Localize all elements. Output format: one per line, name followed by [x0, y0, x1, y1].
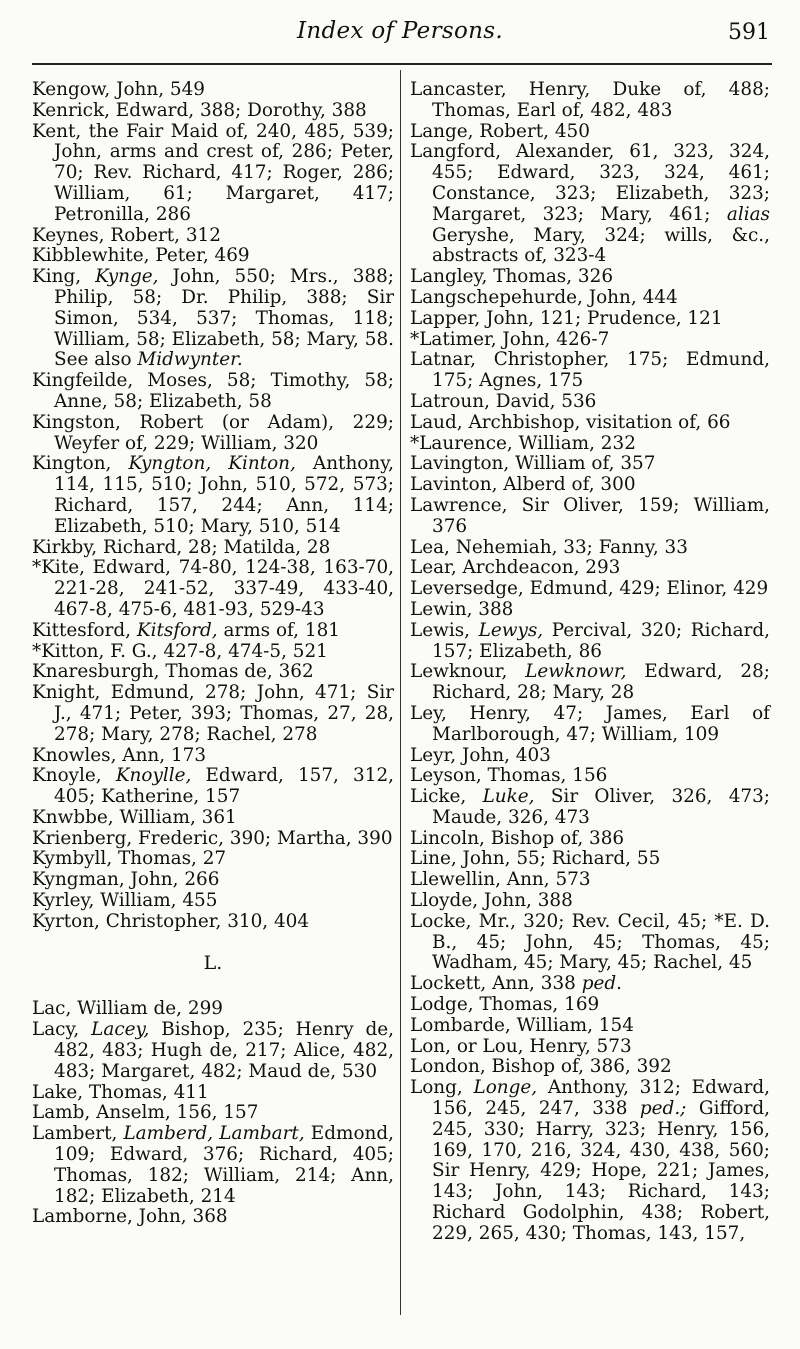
- running-title: Index of Persons.: [297, 18, 503, 44]
- entry-text: Edward, 28; Richard, 28; Mary, 28: [432, 661, 770, 704]
- entry-variant: Lamberd,: [123, 1123, 214, 1145]
- entry-text: Lockett, Ann, 338: [410, 973, 582, 995]
- entry-variant: Lambart,: [219, 1123, 305, 1145]
- index-entry: London, Bishop of, 386, 392: [410, 1056, 672, 1078]
- entry-text: Langford, Alexander, 61, 323, 324, 455; Edward, 323, 324, 461; Constance, 323; Elizabeth, 323; Margaret, 323; Mary, 461;: [410, 141, 770, 225]
- index-entry: Lawrence, Sir Oliver, 159; William, 376: [410, 494, 770, 537]
- index-entry: *Kite, Edward, 74-80, 124-38, 163-70, 221-28, 241-52, 337-49, 433-40, 467-8, 475-6, 481-93, 529-43: [32, 557, 394, 620]
- index-entry: Lloyde, John, 388: [410, 890, 573, 912]
- entry-text: Sir Oliver, 326, 473; Maude, 326, 473: [432, 786, 770, 828]
- index-entry: Leyson, Thomas, 156: [410, 765, 608, 787]
- index-entry: Lamborne, John, 368: [32, 1206, 228, 1228]
- index-entry: Lodge, Thomas, 169: [410, 994, 600, 1016]
- index-entry-kington: [32, 454, 394, 537]
- entry-variant: Luke,: [482, 786, 535, 808]
- index-entry: Langley, Thomas, 326: [410, 266, 614, 288]
- index-entry-long: [410, 1078, 770, 1244]
- index-entry: *Kitton, F. G., 427-8, 474-5, 521: [32, 640, 328, 662]
- entry-name: Knoyle,: [32, 765, 102, 787]
- index-entry: Kibblewhite, Peter, 469: [32, 245, 250, 267]
- index-entry: Lear, Archdeacon, 293: [410, 557, 621, 579]
- entry-variant: Lewknowr,: [525, 661, 627, 683]
- index-entry-langford: [410, 142, 770, 267]
- index-entry: Keynes, Robert, 312: [32, 224, 221, 246]
- entry-text: Edmond, 109; Edward, 376; Richard, 405; Thomas, 182; William, 214; Ann, 182; Elizabeth, 214: [54, 1123, 394, 1207]
- index-entry-licke: [410, 787, 770, 829]
- entry-text: arms of, 181: [217, 619, 340, 641]
- index-entry: Knwbbe, William, 361: [32, 806, 237, 828]
- index-entry: Lewin, 388: [410, 598, 514, 620]
- entry-variant: Kynge,: [95, 266, 159, 288]
- entry-variant: Knoylle,: [115, 765, 192, 787]
- see-also-ref: Midwynter.: [137, 349, 243, 371]
- entry-text: John, 550; Mrs., 388; Philip, 58; Dr. Philip, 388; Sir Simon, 534, 537; Thomas, 118; William, 58; Elizabeth, 58; Mary, 58. See also: [54, 266, 394, 371]
- index-entry-lacy: [32, 1020, 394, 1082]
- header-rule: [32, 63, 772, 65]
- entry-name: Licke,: [410, 786, 467, 808]
- entry-text: Geryshe, Mary, 324; wills, &c., abstracts of, 323-4: [432, 224, 770, 267]
- index-entry: Kent, the Fair Maid of, 240, 485, 539; John, arms and crest of, 286; Peter, 70; Rev. Richard, 417; Roger, 286; William, 61; Margaret, 417; Petronilla, 286: [32, 120, 394, 225]
- index-entry: Lavington, William of, 357: [410, 453, 656, 475]
- entry-name: Lacy,: [32, 1019, 80, 1041]
- entry-variant: Kyngton,: [128, 453, 212, 475]
- index-entry-lockett: [410, 974, 770, 995]
- pedigree-ref: ped.: [581, 973, 622, 995]
- index-entry: Lea, Nehemiah, 33; Fanny, 33: [410, 536, 688, 558]
- index-entry: Knight, Edmund, 278; John, 471; Sir J., 471; Peter, 393; Thomas, 27, 28, 278; Mary, 278; Rachel, 278: [32, 682, 394, 745]
- index-entry: Lon, or Lou, Henry, 573: [410, 1035, 632, 1057]
- index-entry: Langschepehurde, John, 444: [410, 286, 678, 308]
- column-divider: [400, 70, 401, 1315]
- entry-text: Anthony, 114, 115, 510; John, 510, 572, 573; Richard, 157, 244; Ann, 114; Elizabeth, 510; Mary, 510, 514: [54, 453, 394, 537]
- entry-name: Lewknour,: [410, 661, 508, 683]
- index-entry: Kingfeilde, Moses, 58; Timothy, 58; Anne, 58; Elizabeth, 58: [32, 370, 394, 412]
- index-entry: Lincoln, Bishop of, 386: [410, 827, 625, 849]
- index-entry: Lavinton, Alberd of, 300: [410, 474, 636, 496]
- section-letter-heading: L.: [203, 951, 223, 974]
- entry-name: Lewis,: [410, 619, 471, 641]
- index-entry: Kenrick, Edward, 388; Dorothy, 388: [32, 99, 367, 121]
- index-entry: Knaresburgh, Thomas de, 362: [32, 661, 314, 683]
- index-entry-king: [32, 267, 394, 371]
- index-entry: Kyrley, William, 455: [32, 890, 218, 912]
- page-header: [0, 18, 800, 54]
- page-number: 591: [728, 20, 770, 45]
- entry-variant: Lewys,: [478, 619, 544, 641]
- index-entry: Lange, Robert, 450: [410, 120, 590, 142]
- index-entry: Llewellin, Ann, 573: [410, 869, 591, 891]
- entry-text: Anthony, 312; Edward, 156, 245, 247, 338: [432, 1077, 770, 1120]
- index-entry: Kingston, Robert (or Adam), 229; Weyfer of, 229; William, 320: [32, 411, 394, 454]
- index-entry: Laud, Archbishop, visitation of, 66: [410, 411, 731, 433]
- index-entry: Krienberg, Frederic, 390; Martha, 390: [32, 827, 393, 849]
- left-column: [32, 80, 394, 1228]
- entry-text: Edward, 157, 312, 405; Katherine, 157: [54, 765, 394, 808]
- index-entry: Lombarde, William, 154: [410, 1014, 634, 1036]
- index-entry: Knowles, Ann, 173: [32, 744, 207, 766]
- index-entry: Latnar, Christopher, 175; Edmund, 175; Agnes, 175: [410, 349, 770, 392]
- index-entry-knoyle: [32, 766, 394, 808]
- entry-text: Gifford, 245, 330; Harry, 323; Henry, 156, 169, 170, 216, 324, 430, 438, 560; Sir Henry, 429; Hope, 221; James, 143; John, 143; Richard, 143; Richard Godolphin, 438; Robert, 229, 265, 430; Thomas, 143, 157,: [432, 1098, 770, 1244]
- index-entry-lewis: [410, 621, 770, 663]
- index-entry-lewknour: [410, 662, 770, 704]
- index-entry: Lancaster, Henry, Duke of, 488; Thomas, Earl of, 482, 483: [410, 79, 770, 121]
- entry-text: Bishop, 235; Henry de, 482, 483; Hugh de, 217; Alice, 482, 483; Margaret, 482; Maud de, 530: [54, 1019, 394, 1082]
- entry-variant: Lacey,: [91, 1019, 150, 1041]
- entry-name: Kittesford,: [32, 619, 132, 641]
- entry-name: Kington,: [32, 453, 112, 475]
- index-entry: Latroun, David, 536: [410, 390, 597, 412]
- entry-name: King,: [32, 266, 82, 288]
- index-entry: Lapper, John, 121; Prudence, 121: [410, 307, 723, 329]
- index-entry: Lake, Thomas, 411: [32, 1081, 209, 1103]
- index-entry: Kymbyll, Thomas, 27: [32, 848, 227, 870]
- entry-name: Lambert,: [32, 1123, 118, 1145]
- index-entry: Kyngman, John, 266: [32, 869, 220, 891]
- entry-name: Long,: [410, 1077, 463, 1099]
- index-entry: *Latimer, John, 426-7: [410, 328, 610, 350]
- entry-variant: Kitsford,: [136, 619, 218, 641]
- index-entry: Leversedge, Edmund, 429; Elinor, 429: [410, 578, 769, 600]
- alias-word: alias: [726, 203, 770, 225]
- index-entry-kittesford: [32, 621, 394, 642]
- index-entry: Kyrton, Christopher, 310, 404: [32, 910, 310, 932]
- index-entry: Kengow, John, 549: [32, 79, 205, 100]
- entry-variant: Kinton,: [228, 453, 296, 475]
- entry-variant: Longe,: [473, 1077, 538, 1099]
- index-entry: *Laurence, William, 232: [410, 432, 636, 454]
- index-entry: Leyr, John, 403: [410, 744, 551, 766]
- entry-text: Percival, 320; Richard, 157; Elizabeth, 86: [432, 619, 770, 662]
- index-entry: Lamb, Anselm, 156, 157: [32, 1102, 259, 1124]
- index-entry: Line, John, 55; Richard, 55: [410, 848, 661, 870]
- index-entry: Locke, Mr., 320; Rev. Cecil, 45; *E. D. B., 45; John, 45; Thomas, 45; Wadham, 45; Mary, 45; Rachel, 45: [410, 910, 770, 974]
- index-entry: Ley, Henry, 47; James, Earl of Marlborough, 47; William, 109: [410, 702, 770, 745]
- index-entry: Kirkby, Richard, 28; Matilda, 28: [32, 536, 331, 558]
- index-entry: Lac, William de, 299: [32, 998, 223, 1020]
- index-entry-lambert: [32, 1124, 394, 1207]
- pedigree-ref: ped.;: [639, 1098, 687, 1120]
- right-column: [410, 80, 770, 1245]
